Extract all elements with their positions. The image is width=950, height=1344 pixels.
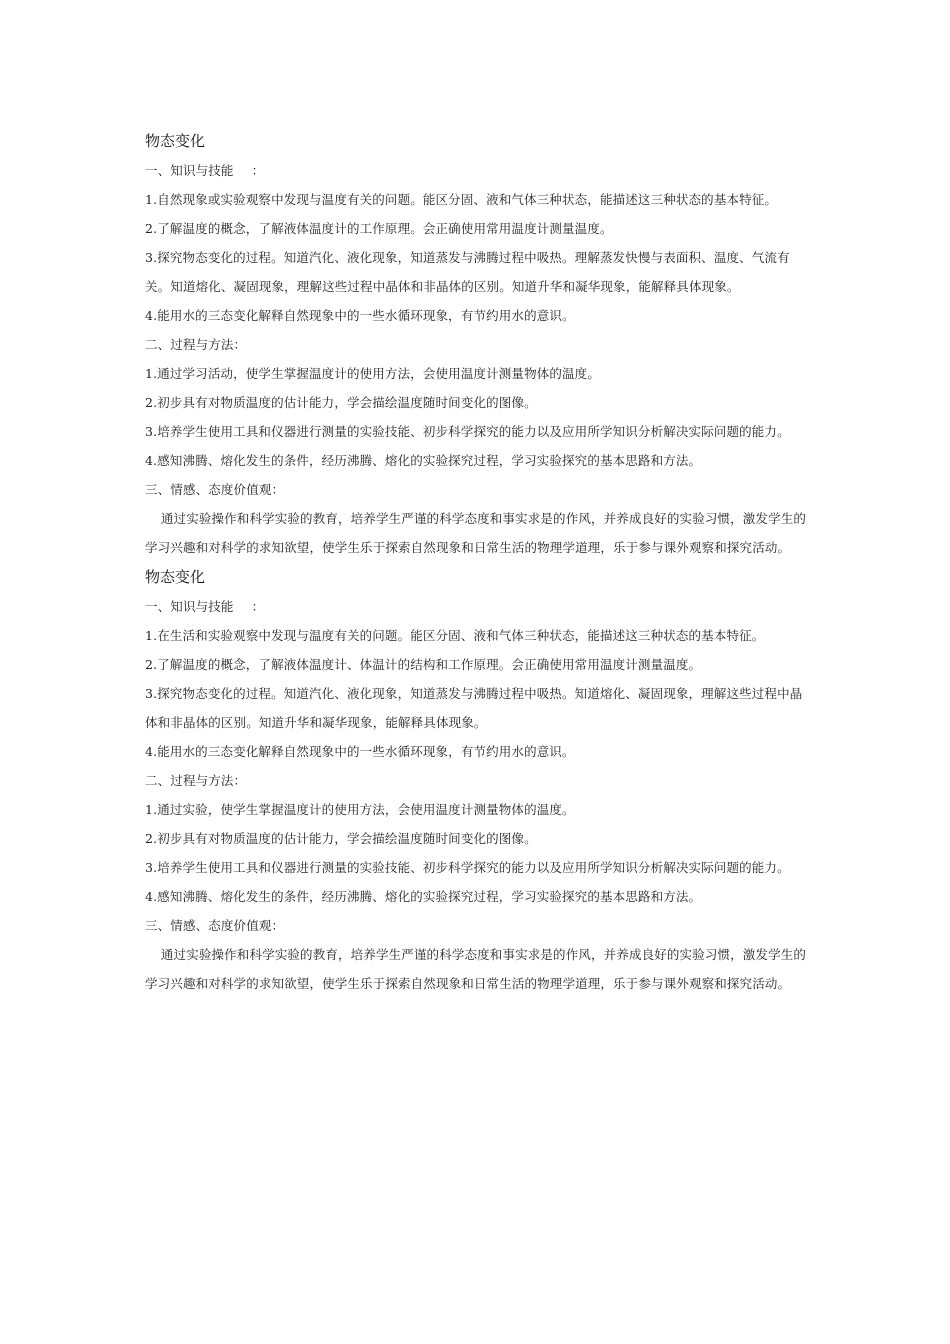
knowledge-item-4: 4.能用水的三态变化解释自然现象中的一些水循环现象，有节约用水的意识。 <box>145 308 575 323</box>
process-item-2: 2.初步具有对物质温度的估计能力，学会描绘温度随时间变化的图像。 <box>145 831 537 846</box>
knowledge-item-3: 3.探究物态变化的过程。知道汽化、液化现象，知道蒸发与沸腾过程中吸热。知道熔化、凝固现象，理解这些过程中晶体和非晶体的区别。知道升华和凝华现象，能解释具体现象。 <box>145 686 803 730</box>
emotion-paragraph: 通过实验操作和科学实验的教育，培养学生严谨的科学态度和事实求是的作风，并养成良好的实验习惯，激发学生的学习兴趣和对科学的求知欲望，使学生乐于探索自然现象和日常生活的物理学道理，乐于参与课外观察和探究活动。 <box>145 947 807 991</box>
process-item-3: 3.培养学生使用工具和仪器进行测量的实验技能、初步科学探究的能力以及应用所学知识分析解决实际问题的能力。 <box>145 860 790 875</box>
knowledge-item-3: 3.探究物态变化的过程。知道汽化、液化现象，知道蒸发与沸腾过程中吸热。理解蒸发快慢与表面积、温度、气流有关。知道熔化、凝固现象，理解这些过程中晶体和非晶体的区别。知道升华和凝华现象，能解释具体现象。 <box>145 250 790 294</box>
process-item-1: 1.通过实验，使学生掌握温度计的使用方法，会使用温度计测量物体的温度。 <box>145 802 575 817</box>
knowledge-item-1: 1.在生活和实验观察中发现与温度有关的问题。能区分固、液和气体三种状态，能描述这三种状态的基本特征。 <box>145 628 765 643</box>
process-item-4: 4.感知沸腾、熔化发生的条件，经历沸腾、熔化的实验探究过程，学习实验探究的基本思路和方法。 <box>145 453 702 468</box>
section-title: 物态变化 <box>145 132 206 150</box>
heading-knowledge-skills <box>145 592 810 621</box>
knowledge-item-2: 2.了解温度的概念，了解液体温度计的工作原理。会正确使用常用温度计测量温度。 <box>145 221 613 236</box>
heading-process-methods: 二、过程与方法： <box>145 337 247 352</box>
section-2 <box>145 562 810 998</box>
heading-knowledge-skills <box>145 156 810 185</box>
section-1 <box>145 126 810 562</box>
section-title: 物态变化 <box>145 568 206 586</box>
emotion-paragraph: 通过实验操作和科学实验的教育，培养学生严谨的科学态度和事实求是的作风，并养成良好的实验习惯，激发学生的学习兴趣和对科学的求知欲望，使学生乐于探索自然现象和日常生活的物理学道理，乐于参与课外观察和探究活动。 <box>145 511 807 555</box>
document-page <box>145 126 810 998</box>
heading-colon: ： <box>251 599 265 614</box>
heading-process-methods: 二、过程与方法： <box>145 773 247 788</box>
process-item-4: 4.感知沸腾、熔化发生的条件，经历沸腾、熔化的实验探究过程，学习实验探究的基本思路和方法。 <box>145 889 702 904</box>
heading-text: 一、知识与技能 <box>145 163 234 178</box>
knowledge-item-1: 1.自然现象或实验观察中发现与温度有关的问题。能区分固、液和气体三种状态，能描述这三种状态的基本特征。 <box>145 192 778 207</box>
heading-emotion-values: 三、情感、态度价值观： <box>145 918 285 933</box>
knowledge-item-2: 2.了解温度的概念，了解液体温度计、体温计的结构和工作原理。会正确使用常用温度计测量温度。 <box>145 657 702 672</box>
process-item-3: 3.培养学生使用工具和仪器进行测量的实验技能、初步科学探究的能力以及应用所学知识分析解决实际问题的能力。 <box>145 424 790 439</box>
process-item-2: 2.初步具有对物质温度的估计能力，学会描绘温度随时间变化的图像。 <box>145 395 537 410</box>
heading-colon: ： <box>251 163 265 178</box>
heading-text: 一、知识与技能 <box>145 599 234 614</box>
process-item-1: 1.通过学习活动，使学生掌握温度计的使用方法，会使用温度计测量物体的温度。 <box>145 366 600 381</box>
heading-emotion-values: 三、情感、态度价值观： <box>145 482 285 497</box>
knowledge-item-4: 4.能用水的三态变化解释自然现象中的一些水循环现象，有节约用水的意识。 <box>145 744 575 759</box>
